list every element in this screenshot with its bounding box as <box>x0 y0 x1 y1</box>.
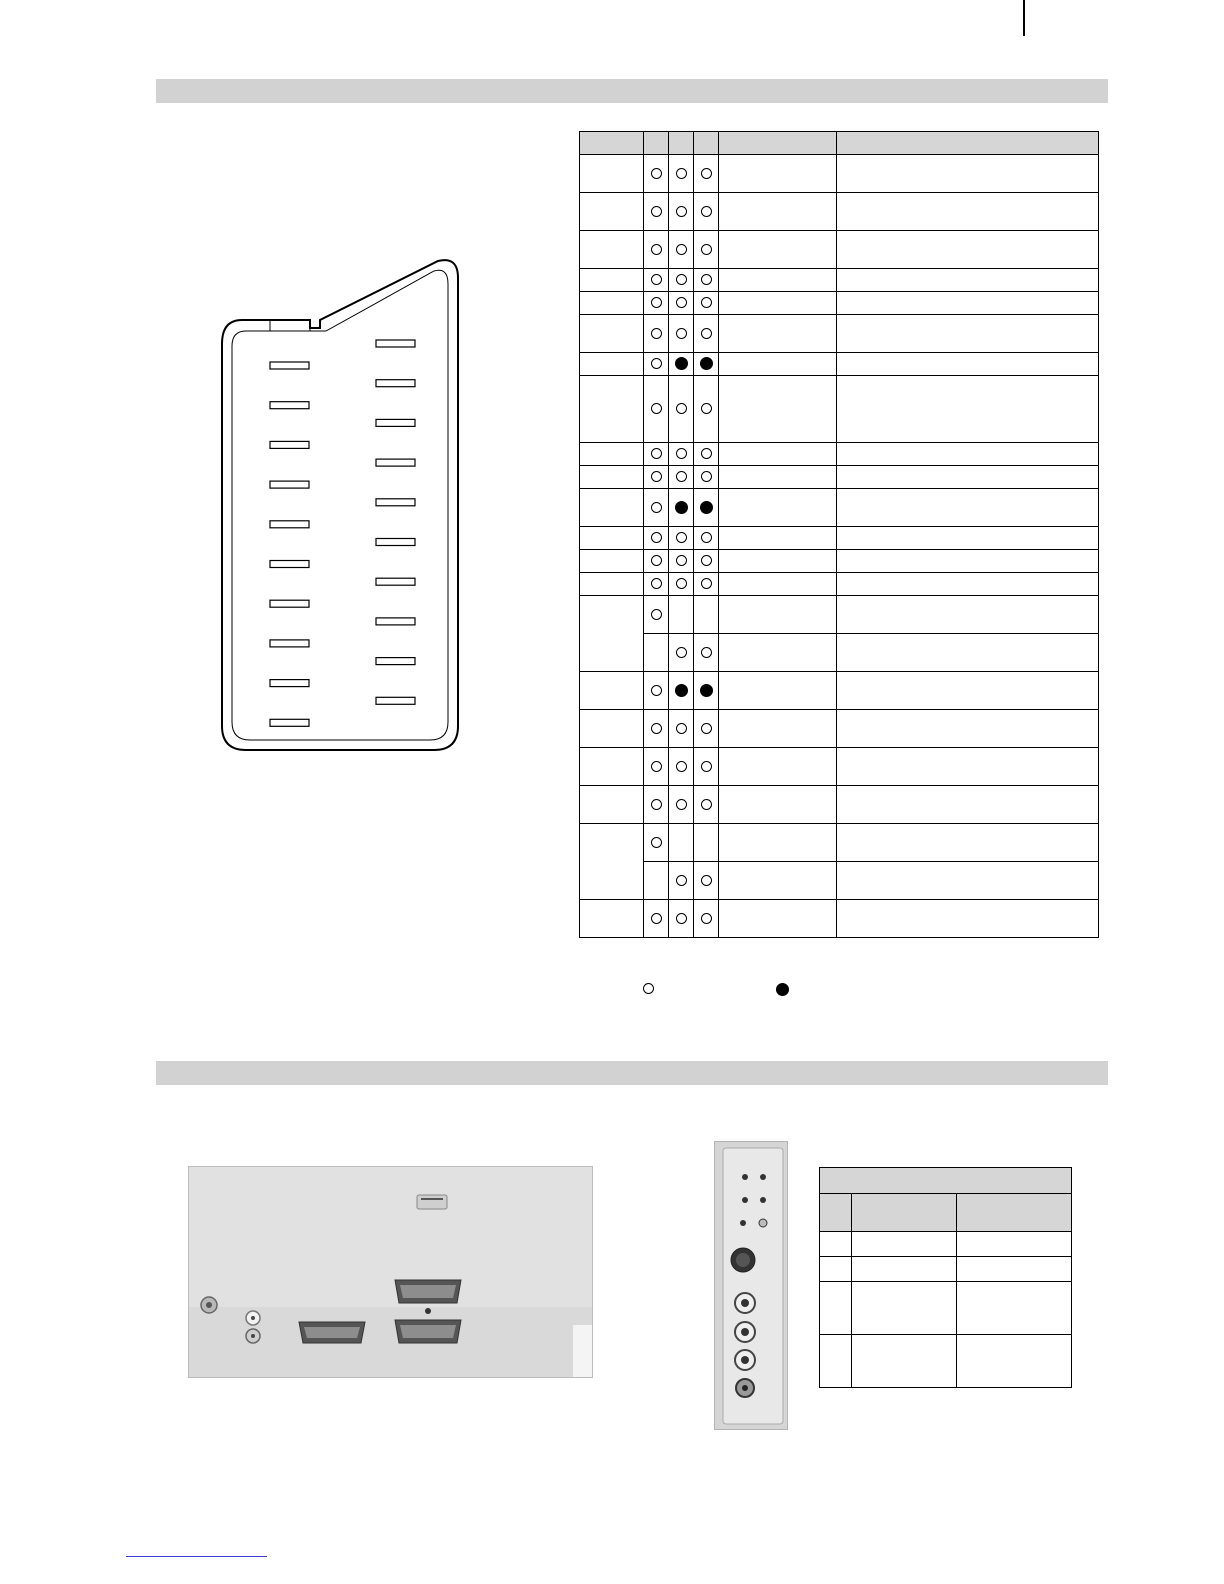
signal-cell <box>719 550 837 573</box>
pin-number-cell <box>580 376 644 443</box>
pin-number-cell <box>580 155 644 193</box>
description-cell <box>837 231 1099 269</box>
pin-number-cell <box>580 748 644 786</box>
pin-table-row <box>580 596 1099 634</box>
open-circle-icon <box>701 206 712 217</box>
scart-pin-slot <box>376 419 415 426</box>
pin-number-cell <box>580 269 644 292</box>
scart-pin-slot <box>270 561 309 568</box>
pin-table-row <box>580 376 1099 443</box>
description-cell <box>837 748 1099 786</box>
description-cell <box>837 672 1099 710</box>
scart-pin-slot <box>376 459 415 466</box>
open-circle-icon <box>701 723 712 734</box>
signal-mark-cell <box>669 193 694 231</box>
signal-mark-cell <box>694 231 719 269</box>
signal-cell <box>719 231 837 269</box>
signal-mark-cell <box>644 596 669 634</box>
description-cell <box>837 269 1099 292</box>
signal-mark-cell <box>644 672 669 710</box>
pin-number-cell <box>580 710 644 748</box>
signal-cell <box>719 353 837 376</box>
signal-mark-cell <box>694 672 719 710</box>
signal-mark-cell <box>694 550 719 573</box>
pin-number-cell <box>580 786 644 824</box>
description-cell <box>837 292 1099 315</box>
open-circle-icon <box>701 403 712 414</box>
pin-number-cell <box>580 824 644 862</box>
signal-mark-cell <box>669 466 694 489</box>
open-circle-icon <box>701 244 712 255</box>
pin-table-row <box>580 489 1099 527</box>
open-circle-icon <box>651 837 662 848</box>
open-circle-icon <box>651 297 662 308</box>
signal-mark-cell <box>694 193 719 231</box>
open-circle-icon <box>676 448 687 459</box>
open-circle-icon <box>651 799 662 810</box>
signal-mark-cell <box>669 596 694 634</box>
scart-pin-slot <box>376 499 415 506</box>
pin-table-row <box>580 748 1099 786</box>
pin-table-row <box>580 786 1099 824</box>
open-circle-icon <box>651 609 662 620</box>
scart-pin-slot <box>376 658 415 665</box>
open-circle-icon <box>676 297 687 308</box>
signal-mark-cell <box>694 824 719 862</box>
description-cell <box>837 155 1099 193</box>
pin-table-row <box>580 550 1099 573</box>
filled-circle-icon <box>700 357 713 370</box>
signal-mark-cell <box>644 376 669 443</box>
signal-mark-cell <box>644 292 669 315</box>
description-cell <box>837 900 1099 938</box>
pin-table-row <box>580 527 1099 550</box>
signal-mark-cell <box>669 634 694 672</box>
signal-mark-cell <box>694 353 719 376</box>
signal-mark-cell <box>669 376 694 443</box>
open-circle-icon <box>676 274 687 285</box>
description-cell <box>837 489 1099 527</box>
scart-outline-outer <box>222 260 458 750</box>
scart-connector-diagram <box>212 256 468 760</box>
signal-mark-cell <box>694 900 719 938</box>
footer-link-underline[interactable] <box>126 1556 267 1557</box>
signal-mark-cell <box>669 269 694 292</box>
signal-mark-cell <box>644 527 669 550</box>
signal-mark-cell <box>669 292 694 315</box>
pin-number-cell <box>580 527 644 550</box>
signal-mark-cell <box>669 748 694 786</box>
signal-mark-cell <box>694 489 719 527</box>
open-circle-icon <box>651 761 662 772</box>
signal-mark-cell <box>669 353 694 376</box>
side-table-row <box>820 1282 1072 1335</box>
side-table-row <box>820 1232 1072 1257</box>
rear-panel-photo <box>188 1166 593 1378</box>
signal-cell <box>719 292 837 315</box>
description-cell <box>837 193 1099 231</box>
open-circle-icon <box>701 578 712 589</box>
signal-mark-cell <box>694 155 719 193</box>
signal-mark-cell <box>644 634 669 672</box>
open-circle-icon <box>676 471 687 482</box>
signal-mark-cell <box>669 862 694 900</box>
side-table-header-row <box>820 1194 1072 1232</box>
open-circle-icon <box>651 168 662 179</box>
signal-mark-cell <box>644 900 669 938</box>
open-circle-icon <box>701 532 712 543</box>
section-header-bar-connectors <box>156 1061 1108 1085</box>
description-cell <box>837 573 1099 596</box>
signal-mark-cell <box>669 824 694 862</box>
open-circle-icon <box>701 471 712 482</box>
signal-mark-cell <box>644 155 669 193</box>
open-circle-icon <box>701 328 712 339</box>
scart-pin-slot <box>270 441 309 448</box>
signal-cell <box>719 900 837 938</box>
open-circle-icon <box>676 761 687 772</box>
pin-number-cell <box>580 862 644 900</box>
side-table-row <box>820 1335 1072 1388</box>
signal-mark-cell <box>694 292 719 315</box>
signal-mark-cell <box>694 634 719 672</box>
pin-table-header <box>580 132 1099 155</box>
side-connector-table <box>819 1167 1072 1388</box>
signal-cell <box>719 710 837 748</box>
signal-mark-cell <box>694 862 719 900</box>
open-circle-icon <box>676 403 687 414</box>
open-circle-icon <box>676 328 687 339</box>
open-circle-icon <box>701 799 712 810</box>
description-cell <box>837 862 1099 900</box>
open-circle-icon <box>651 532 662 543</box>
pin-number-cell <box>580 489 644 527</box>
open-circle-icon <box>676 244 687 255</box>
pin-table-row <box>580 193 1099 231</box>
filled-circle-icon <box>700 684 713 697</box>
pin-number-cell <box>580 353 644 376</box>
scart-pin-table <box>579 131 1099 938</box>
open-circle-icon <box>676 723 687 734</box>
pin-table-row <box>580 443 1099 466</box>
open-circle-icon <box>676 578 687 589</box>
signal-mark-cell <box>644 573 669 596</box>
scart-pin-slot <box>270 600 309 607</box>
open-circle-icon <box>651 723 662 734</box>
pin-number-cell <box>580 573 644 596</box>
signal-mark-cell <box>669 443 694 466</box>
open-circle-icon <box>701 647 712 658</box>
signal-mark-cell <box>669 489 694 527</box>
pin-table-row <box>580 292 1099 315</box>
signal-mark-cell <box>644 550 669 573</box>
signal-cell <box>719 862 837 900</box>
side-table-title-row <box>820 1168 1072 1194</box>
scart-pin-slot <box>376 578 415 585</box>
signal-mark-cell <box>694 786 719 824</box>
pin-table-row <box>580 353 1099 376</box>
signal-mark-cell <box>669 672 694 710</box>
open-circle-icon <box>701 168 712 179</box>
signal-mark-cell <box>694 596 719 634</box>
pin-number-cell <box>580 443 644 466</box>
signal-cell <box>719 155 837 193</box>
scart-pin-slot <box>376 618 415 625</box>
open-circle-icon <box>701 274 712 285</box>
open-circle-icon <box>651 403 662 414</box>
signal-mark-cell <box>694 748 719 786</box>
scart-pin-slot <box>376 380 415 387</box>
open-circle-icon <box>651 555 662 566</box>
open-circle-icon <box>651 471 662 482</box>
signal-cell <box>719 376 837 443</box>
signal-mark-cell <box>644 748 669 786</box>
signal-mark-cell <box>669 573 694 596</box>
pin-number-cell <box>580 231 644 269</box>
filled-circle-icon <box>675 684 688 697</box>
description-cell <box>837 550 1099 573</box>
signal-cell <box>719 596 837 634</box>
scart-pin-slot <box>270 481 309 488</box>
open-circle-icon <box>701 913 712 924</box>
description-cell <box>837 786 1099 824</box>
pin-table-row <box>580 900 1099 938</box>
side-panel-photo <box>714 1141 788 1430</box>
pin-number-cell <box>580 596 644 634</box>
pin-number-cell <box>580 672 644 710</box>
signal-cell <box>719 193 837 231</box>
scart-outline-inner <box>232 270 448 740</box>
open-circle-icon <box>701 555 712 566</box>
scart-pin-slot <box>376 340 415 347</box>
open-circle-icon <box>651 913 662 924</box>
scart-pin-slot <box>270 521 309 528</box>
filled-circle-icon <box>675 501 688 514</box>
open-circle-icon <box>676 799 687 810</box>
open-circle-icon <box>651 328 662 339</box>
open-circle-icon <box>676 647 687 658</box>
signal-mark-cell <box>644 786 669 824</box>
pin-table-row <box>580 231 1099 269</box>
description-cell <box>837 315 1099 353</box>
open-circle-icon <box>701 297 712 308</box>
signal-mark-cell <box>644 269 669 292</box>
signal-cell <box>719 748 837 786</box>
description-cell <box>837 443 1099 466</box>
open-circle-icon <box>676 555 687 566</box>
signal-mark-cell <box>669 550 694 573</box>
pin-number-cell <box>580 466 644 489</box>
signal-mark-cell <box>694 710 719 748</box>
signal-cell <box>719 634 837 672</box>
open-circle-icon <box>651 274 662 285</box>
signal-mark-cell <box>644 824 669 862</box>
signal-mark-cell <box>694 527 719 550</box>
scart-pin-slot <box>376 697 415 704</box>
signal-mark-cell <box>694 466 719 489</box>
pin-table-row <box>580 573 1099 596</box>
signal-mark-cell <box>694 376 719 443</box>
description-cell <box>837 710 1099 748</box>
open-circle-icon <box>651 685 662 696</box>
signal-mark-cell <box>669 155 694 193</box>
signal-mark-cell <box>644 710 669 748</box>
signal-mark-cell <box>644 315 669 353</box>
scart-pin-slot <box>270 362 309 369</box>
crop-mark <box>1023 0 1025 36</box>
filled-circle-icon <box>700 501 713 514</box>
signal-mark-cell <box>694 269 719 292</box>
signal-mark-cell <box>669 786 694 824</box>
scart-pin-slot <box>376 539 415 546</box>
signal-cell <box>719 573 837 596</box>
open-circle-icon <box>651 244 662 255</box>
signal-cell <box>719 527 837 550</box>
scart-pin-slot <box>270 719 309 726</box>
signal-mark-cell <box>669 900 694 938</box>
open-circle-icon <box>701 875 712 886</box>
signal-cell <box>719 672 837 710</box>
signal-mark-cell <box>644 231 669 269</box>
signal-mark-cell <box>644 353 669 376</box>
pin-number-cell <box>580 550 644 573</box>
signal-cell <box>719 443 837 466</box>
pin-table-row <box>580 710 1099 748</box>
pin-table-row <box>580 862 1099 900</box>
pin-table-row <box>580 672 1099 710</box>
pin-table-row <box>580 824 1099 862</box>
open-circle-icon <box>676 532 687 543</box>
signal-mark-cell <box>669 315 694 353</box>
scart-pin-slot <box>270 640 309 647</box>
signal-mark-cell <box>694 315 719 353</box>
scart-pin-slot <box>270 402 309 409</box>
description-cell <box>837 824 1099 862</box>
pin-number-cell <box>580 900 644 938</box>
signal-mark-cell <box>669 231 694 269</box>
signal-mark-cell <box>669 710 694 748</box>
signal-cell <box>719 466 837 489</box>
pin-number-cell <box>580 193 644 231</box>
pin-table-row <box>580 315 1099 353</box>
signal-cell <box>719 824 837 862</box>
open-circle-icon <box>651 448 662 459</box>
pin-number-cell <box>580 292 644 315</box>
description-cell <box>837 634 1099 672</box>
open-circle-icon <box>676 206 687 217</box>
open-circle-icon <box>651 578 662 589</box>
open-circle-icon <box>701 761 712 772</box>
signal-cell <box>719 269 837 292</box>
signal-mark-cell <box>644 862 669 900</box>
signal-cell <box>719 489 837 527</box>
open-circle-icon <box>676 913 687 924</box>
signal-mark-cell <box>644 193 669 231</box>
section-header-bar-scart <box>156 79 1108 103</box>
signal-mark-cell <box>694 573 719 596</box>
signal-mark-cell <box>644 443 669 466</box>
open-circle-icon <box>651 206 662 217</box>
description-cell <box>837 376 1099 443</box>
open-circle-icon <box>676 168 687 179</box>
open-circle-icon <box>701 448 712 459</box>
description-cell <box>837 466 1099 489</box>
description-cell <box>837 353 1099 376</box>
pin-number-cell <box>580 634 644 672</box>
signal-cell <box>719 315 837 353</box>
open-circle-icon <box>651 502 662 513</box>
scart-pin-slot <box>270 680 309 687</box>
pin-table-row <box>580 155 1099 193</box>
signal-mark-cell <box>694 443 719 466</box>
signal-mark-cell <box>669 527 694 550</box>
filled-circle-icon <box>675 357 688 370</box>
pin-table-row <box>580 269 1099 292</box>
description-cell <box>837 527 1099 550</box>
pin-table-row <box>580 466 1099 489</box>
signal-mark-cell <box>644 466 669 489</box>
open-circle-icon <box>651 358 662 369</box>
signal-cell <box>719 786 837 824</box>
side-table-row <box>820 1257 1072 1282</box>
description-cell <box>837 596 1099 634</box>
pin-number-cell <box>580 315 644 353</box>
pin-table-row <box>580 634 1099 672</box>
open-circle-icon <box>676 875 687 886</box>
signal-mark-cell <box>644 489 669 527</box>
